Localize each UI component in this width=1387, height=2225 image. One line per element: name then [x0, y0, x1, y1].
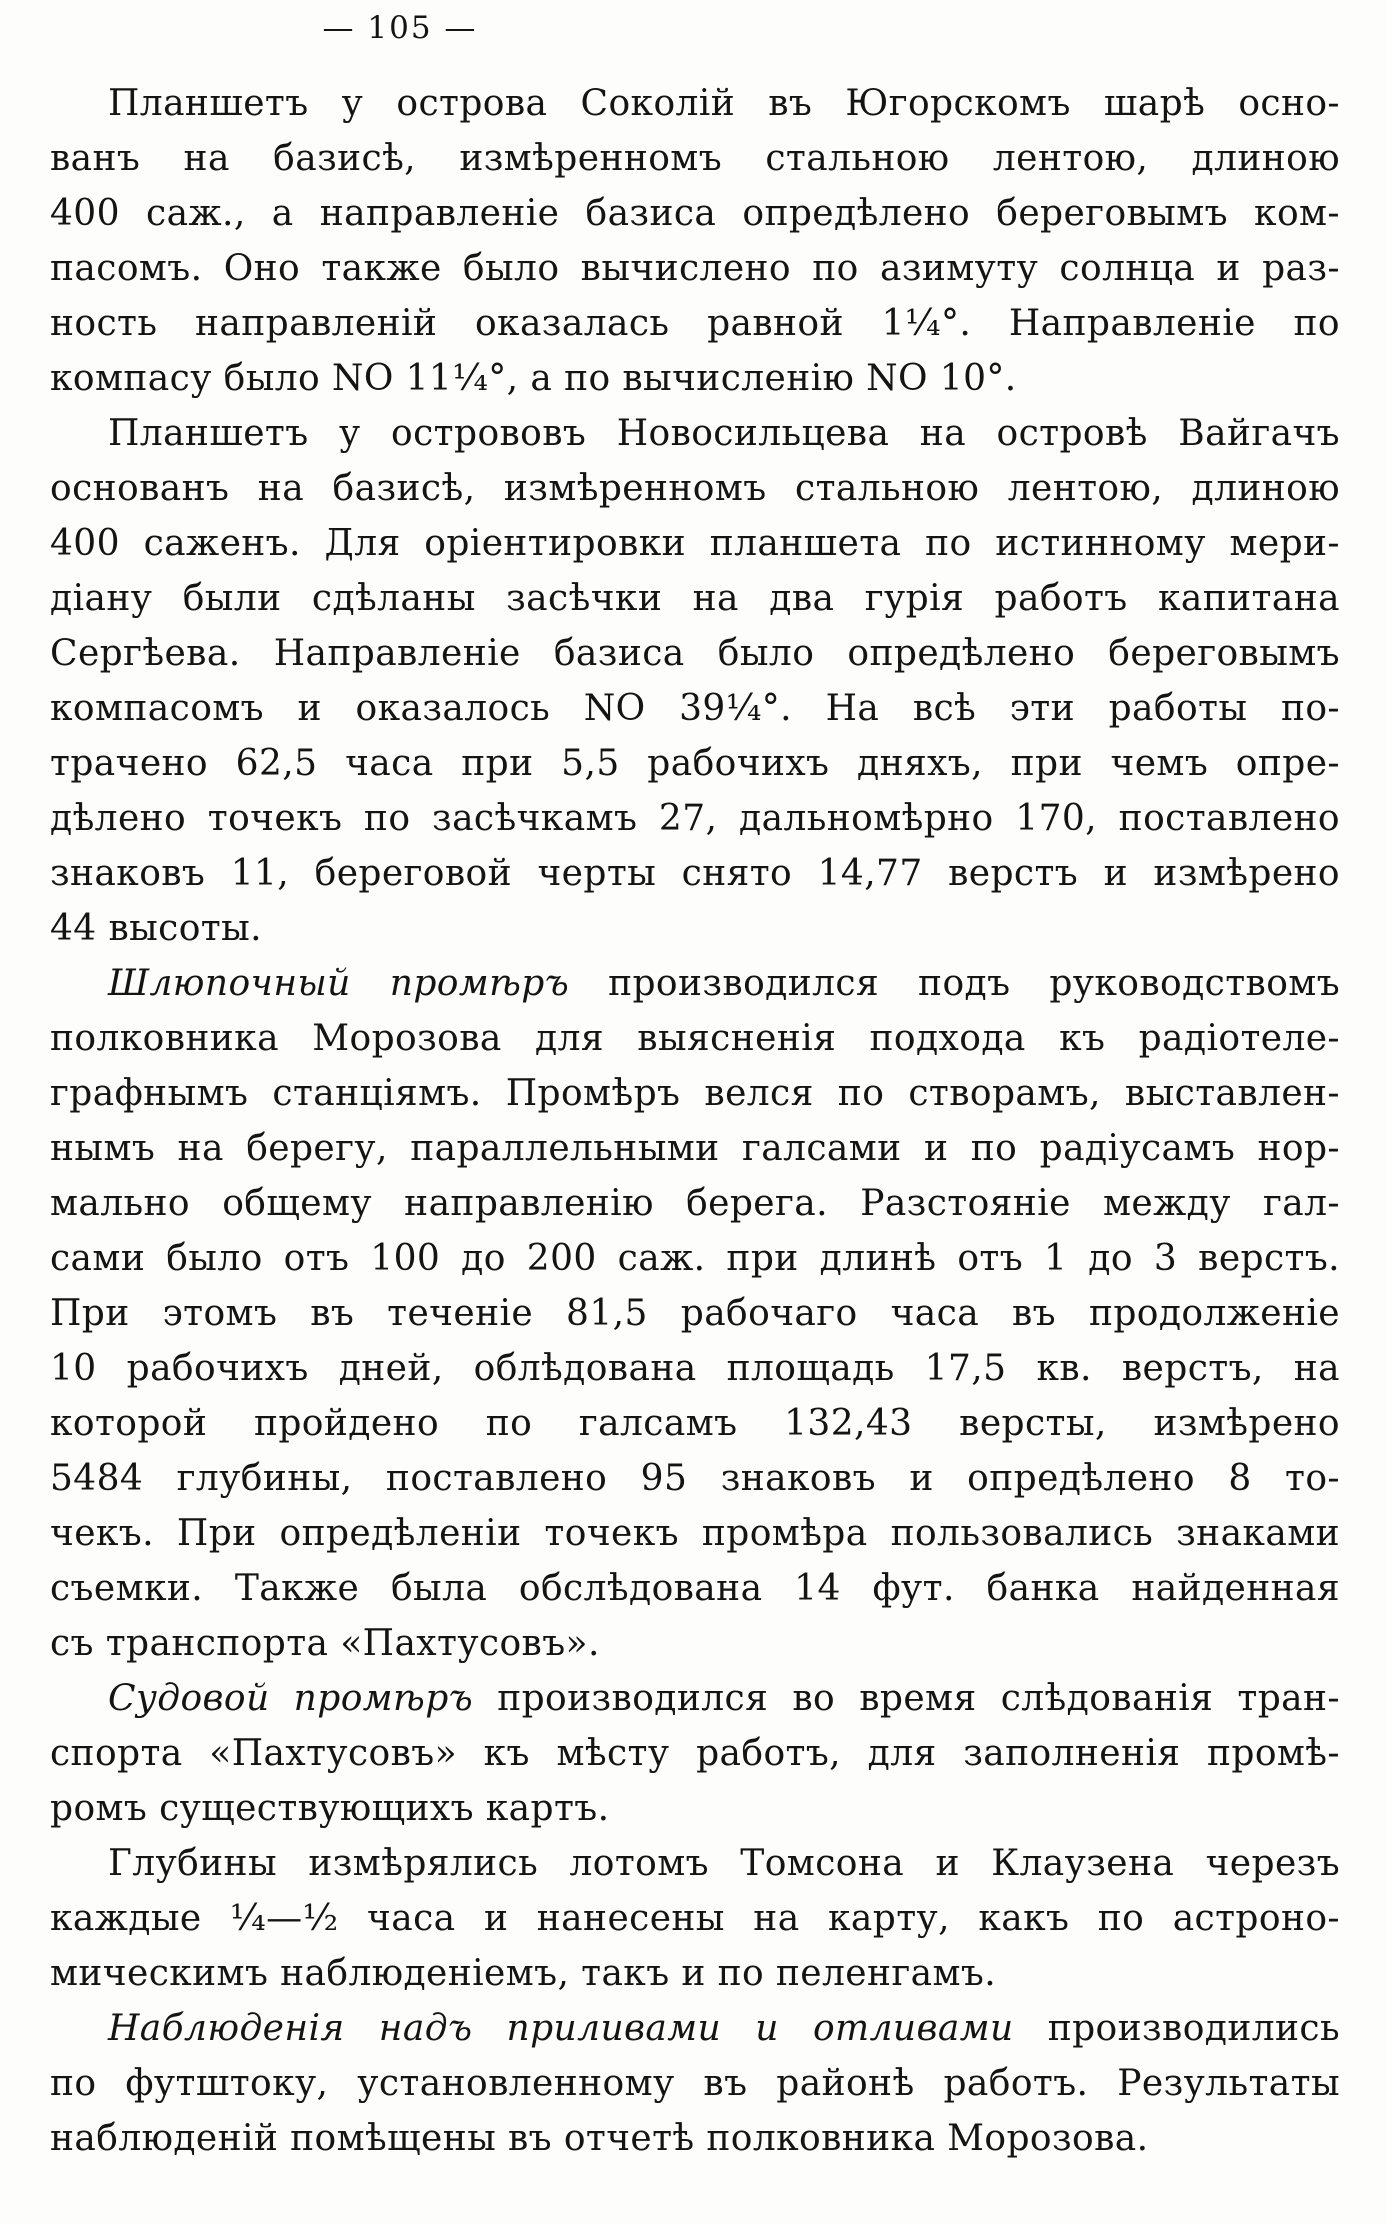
text-line: спорта «Пахтусовъ» къ мѣсту работъ, для заполненія промѣ-: [50, 1733, 1340, 1774]
paragraph: [50, 956, 1340, 1671]
text-line: ромъ существующихъ картъ.: [50, 1788, 610, 1829]
text-line: ванъ на базисѣ, измѣренномъ стальною лентою, длиною: [50, 138, 1340, 179]
paragraph: [50, 406, 1340, 956]
text-line: компасомъ и оказалось NO 39¹⁄₄°. На всѣ эти работы по-: [50, 688, 1340, 729]
text-line: знаковъ 11, береговой черты снято 14,77 верстъ и измѣрено: [50, 853, 1340, 894]
text-line: чекъ. При опредѣленіи точекъ промѣра пользовались знаками: [50, 1513, 1340, 1554]
text-line: сами было отъ 100 до 200 саж. при длинѣ отъ 1 до 3 верстъ.: [50, 1238, 1340, 1279]
text-line: которой пройдено по галсамъ 132,43 версты, измѣрено: [50, 1403, 1340, 1444]
text-line: 400 саж., а направленіе базиса опредѣлено береговымъ ком-: [50, 193, 1340, 234]
text-line: компасу было NO 11¹⁄₄°, а по вычисленію NO 10°.: [50, 358, 1017, 399]
text-line: мально общему направленію берега. Разстояніе между гал-: [50, 1183, 1340, 1224]
text-line: Глубины измѣрялись лотомъ Томсона и Клаузена черезъ: [108, 1843, 1340, 1884]
italic-lead: Судовой промѣръ: [108, 1678, 474, 1719]
page-number: — 105 —: [322, 10, 478, 46]
text-line: [50, 956, 1340, 1011]
text-line: Планшетъ у острововъ Новосильцева на островѣ Вайгачъ: [108, 413, 1340, 454]
text-run: производился подъ руководствомъ: [569, 963, 1340, 1004]
text-run: производился во время слѣдованія тран-: [473, 1678, 1340, 1719]
text-line: 400 саженъ. Для оріентировки планшета по истинному мери-: [50, 523, 1340, 564]
text-line: по футштоку, установленному въ районѣ работъ. Результаты: [50, 2063, 1340, 2104]
text-line: ность направленій оказалась равной 1¹⁄₄°. Направленіе по: [50, 303, 1340, 344]
text-line: трачено 62,5 часа при 5,5 рабочихъ дняхъ, при чемъ опре-: [50, 743, 1340, 784]
text-line: нымъ на берегу, параллельными галсами и по радіусамъ нор-: [50, 1128, 1340, 1169]
text-line: наблюденій помѣщены въ отчетѣ полковника Морозова.: [50, 2118, 1149, 2159]
paragraph: [50, 1836, 1340, 2001]
text-run: производились: [1013, 2008, 1340, 2049]
text-line: каждые ¹⁄₄—¹⁄₂ часа и нанесены на карту, какъ по астроно-: [50, 1898, 1340, 1939]
text-line: полковника Морозова для выясненія подхода къ радіотеле-: [50, 1018, 1340, 1059]
text-line: Сергѣева. Направленіе базиса было опредѣлено береговымъ: [50, 633, 1340, 674]
text-line: 44 высоты.: [50, 908, 263, 949]
text-line: 5484 глубины, поставлено 95 знаковъ и опредѣлено 8 то-: [50, 1458, 1340, 1499]
text-line: пасомъ. Оно также было вычислено по азимуту солнца и раз-: [50, 248, 1340, 289]
text-line: [50, 1671, 1340, 1726]
text-line: Планшетъ у острова Соколій въ Югорскомъ шарѣ осно-: [108, 83, 1340, 124]
text-line: съемки. Также была обслѣдована 14 фут. банка найденная: [50, 1568, 1340, 1609]
text-line: мическимъ наблюденіемъ, такъ и по пеленгамъ.: [50, 1953, 997, 1994]
text-line: графнымъ станціямъ. Промѣръ велся по створамъ, выставлен-: [50, 1073, 1340, 1114]
text-line: основанъ на базисѣ, измѣренномъ стальною лентою, длиною: [50, 468, 1340, 509]
paragraph: [50, 76, 1340, 406]
text-line: При этомъ въ теченіе 81,5 рабочаго часа въ продолженіе: [50, 1293, 1340, 1334]
text-line: 10 рабочихъ дней, облѣдована площадь 17,5 кв. верстъ, на: [50, 1348, 1340, 1389]
text-line: дѣлено точекъ по засѣчкамъ 27, дальномѣрно 170, поставлено: [50, 798, 1340, 839]
text-block: [50, 76, 1340, 2166]
italic-lead: Наблюденія надъ приливами и отливами: [108, 2008, 1014, 2049]
italic-lead: Шлюпочный промѣръ: [108, 963, 570, 1004]
text-line: діану были сдѣланы засѣчки на два гурія работъ капитана: [50, 578, 1340, 619]
text-line: съ транспорта «Пахтусовъ».: [50, 1623, 600, 1664]
paragraph: [50, 1671, 1340, 1836]
text-line: [50, 2001, 1340, 2056]
paragraph: [50, 2001, 1340, 2166]
